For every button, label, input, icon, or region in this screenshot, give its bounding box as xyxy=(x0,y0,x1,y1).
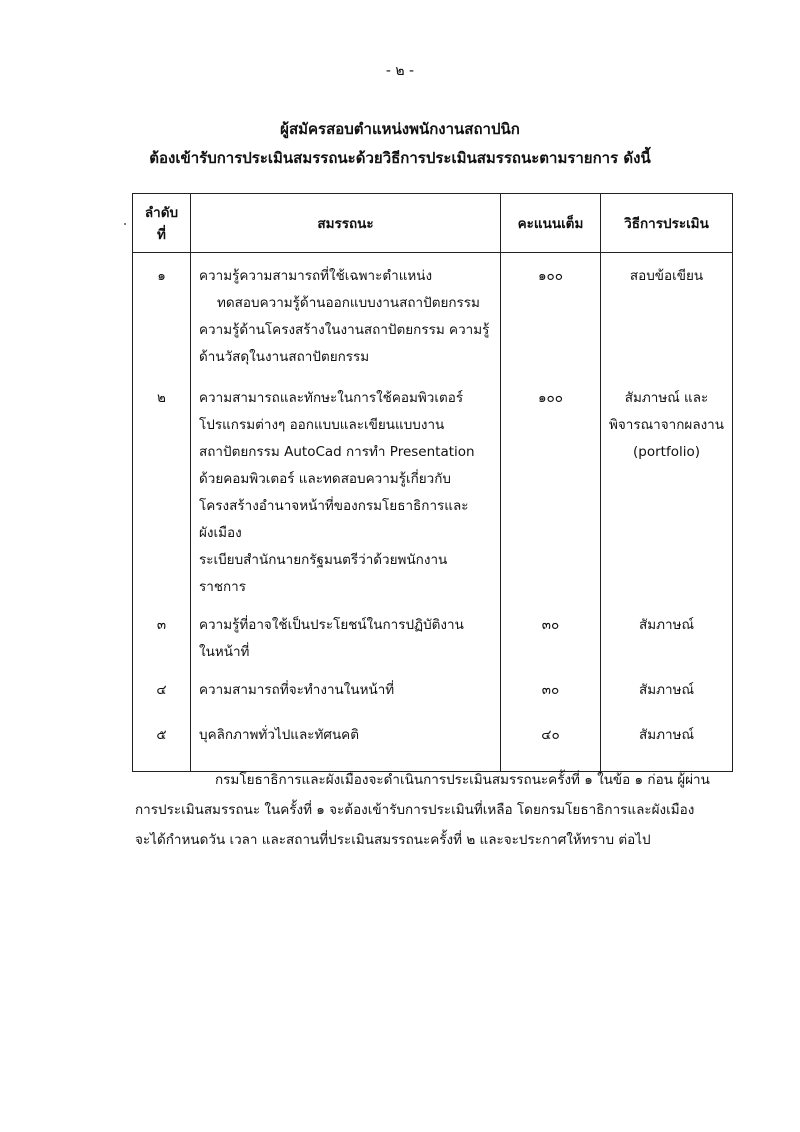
heading-line-1: ผู้สมัครสอบตำแหน่งพนักงานสถาปนิก xyxy=(280,120,520,138)
competency-line: ความรู้ความสามารถที่ใช้เฉพาะตำแหน่ง xyxy=(199,268,433,284)
method-line: สัมภาษณ์ และ xyxy=(624,390,709,406)
row-number: ๕ xyxy=(133,714,191,772)
competency-line: โปรแกรมต่างๆ ออกแบบและเขียนแบบงาน xyxy=(199,417,445,433)
table-row xyxy=(133,602,733,667)
competency-line: ด้วยคอมพิวเตอร์ และทดสอบความรู้เกี่ยวกับ xyxy=(199,471,451,487)
row-method xyxy=(601,253,733,378)
competency-line: โครงสร้างอำนาจหน้าที่ของกรมโยธาธิการและผังเมือง xyxy=(199,498,469,541)
competency-line: สถาปัตยกรรม AutoCad การทำ Presentation xyxy=(199,444,475,460)
paragraph-line-3: จะได้กำหนดวัน เวลา และสถานที่ประเมินสมรรถนะครั้งที่ ๒ และจะประกาศให้ทราบ ต่อไป xyxy=(135,832,651,848)
row-number: ๓ xyxy=(133,602,191,667)
table-row xyxy=(133,714,733,772)
row-competency xyxy=(191,253,501,378)
method-line: สัมภาษณ์ xyxy=(638,617,695,633)
table-row xyxy=(133,253,733,378)
competency-line: ระเบียบสำนักนายกรัฐมนตรีว่าด้วยพนักงานราชการ xyxy=(199,552,448,595)
method-line: สอบข้อเขียน xyxy=(629,268,704,284)
heading-line-2: ต้องเข้ารับการประเมินสมรรถนะด้วยวิธีการประเมินสมรรถนะตามรายการ ดังนี้ xyxy=(149,149,651,167)
header-no-line-2: ที่ xyxy=(157,227,166,243)
row-competency xyxy=(191,377,501,602)
header-method: วิธีการประเมิน xyxy=(601,194,733,253)
competency-line: ด้านวัสดุในงานสถาปัตยกรรม xyxy=(199,349,370,365)
competency-line: ทดสอบความรู้ด้านออกแบบงานสถาปัตยกรรม xyxy=(217,295,480,311)
row-score: ๓๐ xyxy=(501,667,601,714)
header-no xyxy=(133,194,191,253)
competency-line: บุคลิกภาพทั่วไปและทัศนคติ xyxy=(199,727,359,743)
row-score: ๑๐๐ xyxy=(501,377,601,602)
method-line: (portfolio) xyxy=(633,444,700,460)
paragraph-line-2: การประเมินสมรรถนะ ในครั้งที่ ๑ จะต้องเข้ารับการประเมินที่เหลือ โดยกรมโยธาธิการและผังเมือง xyxy=(135,802,695,818)
closing-paragraph xyxy=(135,765,735,855)
scan-speck xyxy=(124,223,126,225)
row-method xyxy=(601,714,733,772)
page-number: - ๒ - xyxy=(385,63,415,79)
table-row xyxy=(133,377,733,602)
method-line: สัมภาษณ์ xyxy=(638,682,695,698)
row-number: ๑ xyxy=(133,253,191,378)
row-method xyxy=(601,602,733,667)
row-score: ๑๐๐ xyxy=(501,253,601,378)
row-score: ๔๐ xyxy=(501,714,601,772)
table-row xyxy=(133,667,733,714)
row-competency xyxy=(191,714,501,772)
row-score: ๓๐ xyxy=(501,602,601,667)
competency-table xyxy=(132,193,733,772)
header-competency: สมรรถนะ xyxy=(191,194,501,253)
row-competency xyxy=(191,667,501,714)
competency-line: ความรู้ด้านโครงสร้างในงานสถาปัตยกรรม ความรู้ xyxy=(199,322,490,338)
competency-line: ความสามารถที่จะทำงานในหน้าที่ xyxy=(199,682,395,698)
row-method xyxy=(601,667,733,714)
paragraph-line-1: กรมโยธาธิการและผังเมืองจะดำเนินการประเมินสมรรถนะครั้งที่ ๑ ในข้อ ๑ ก่อน ผู้ผ่าน xyxy=(215,772,710,788)
row-competency xyxy=(191,602,501,667)
row-number: ๔ xyxy=(133,667,191,714)
row-method xyxy=(601,377,733,602)
header-score: คะแนนเต็ม xyxy=(501,194,601,253)
method-line: สัมภาษณ์ xyxy=(638,727,695,743)
method-line: พิจารณาจากผลงาน xyxy=(609,417,724,433)
table-header-row xyxy=(133,194,733,253)
row-number: ๒ xyxy=(133,377,191,602)
competency-line: ในหน้าที่ xyxy=(199,644,250,660)
competency-line: ความรู้ที่อาจใช้เป็นประโยชน์ในการปฏิบัติงาน xyxy=(199,617,464,633)
competency-line: ความสามารถและทักษะในการใช้คอมพิวเตอร์ xyxy=(199,390,464,406)
header-no-line-1: ลำดับ xyxy=(144,205,179,221)
